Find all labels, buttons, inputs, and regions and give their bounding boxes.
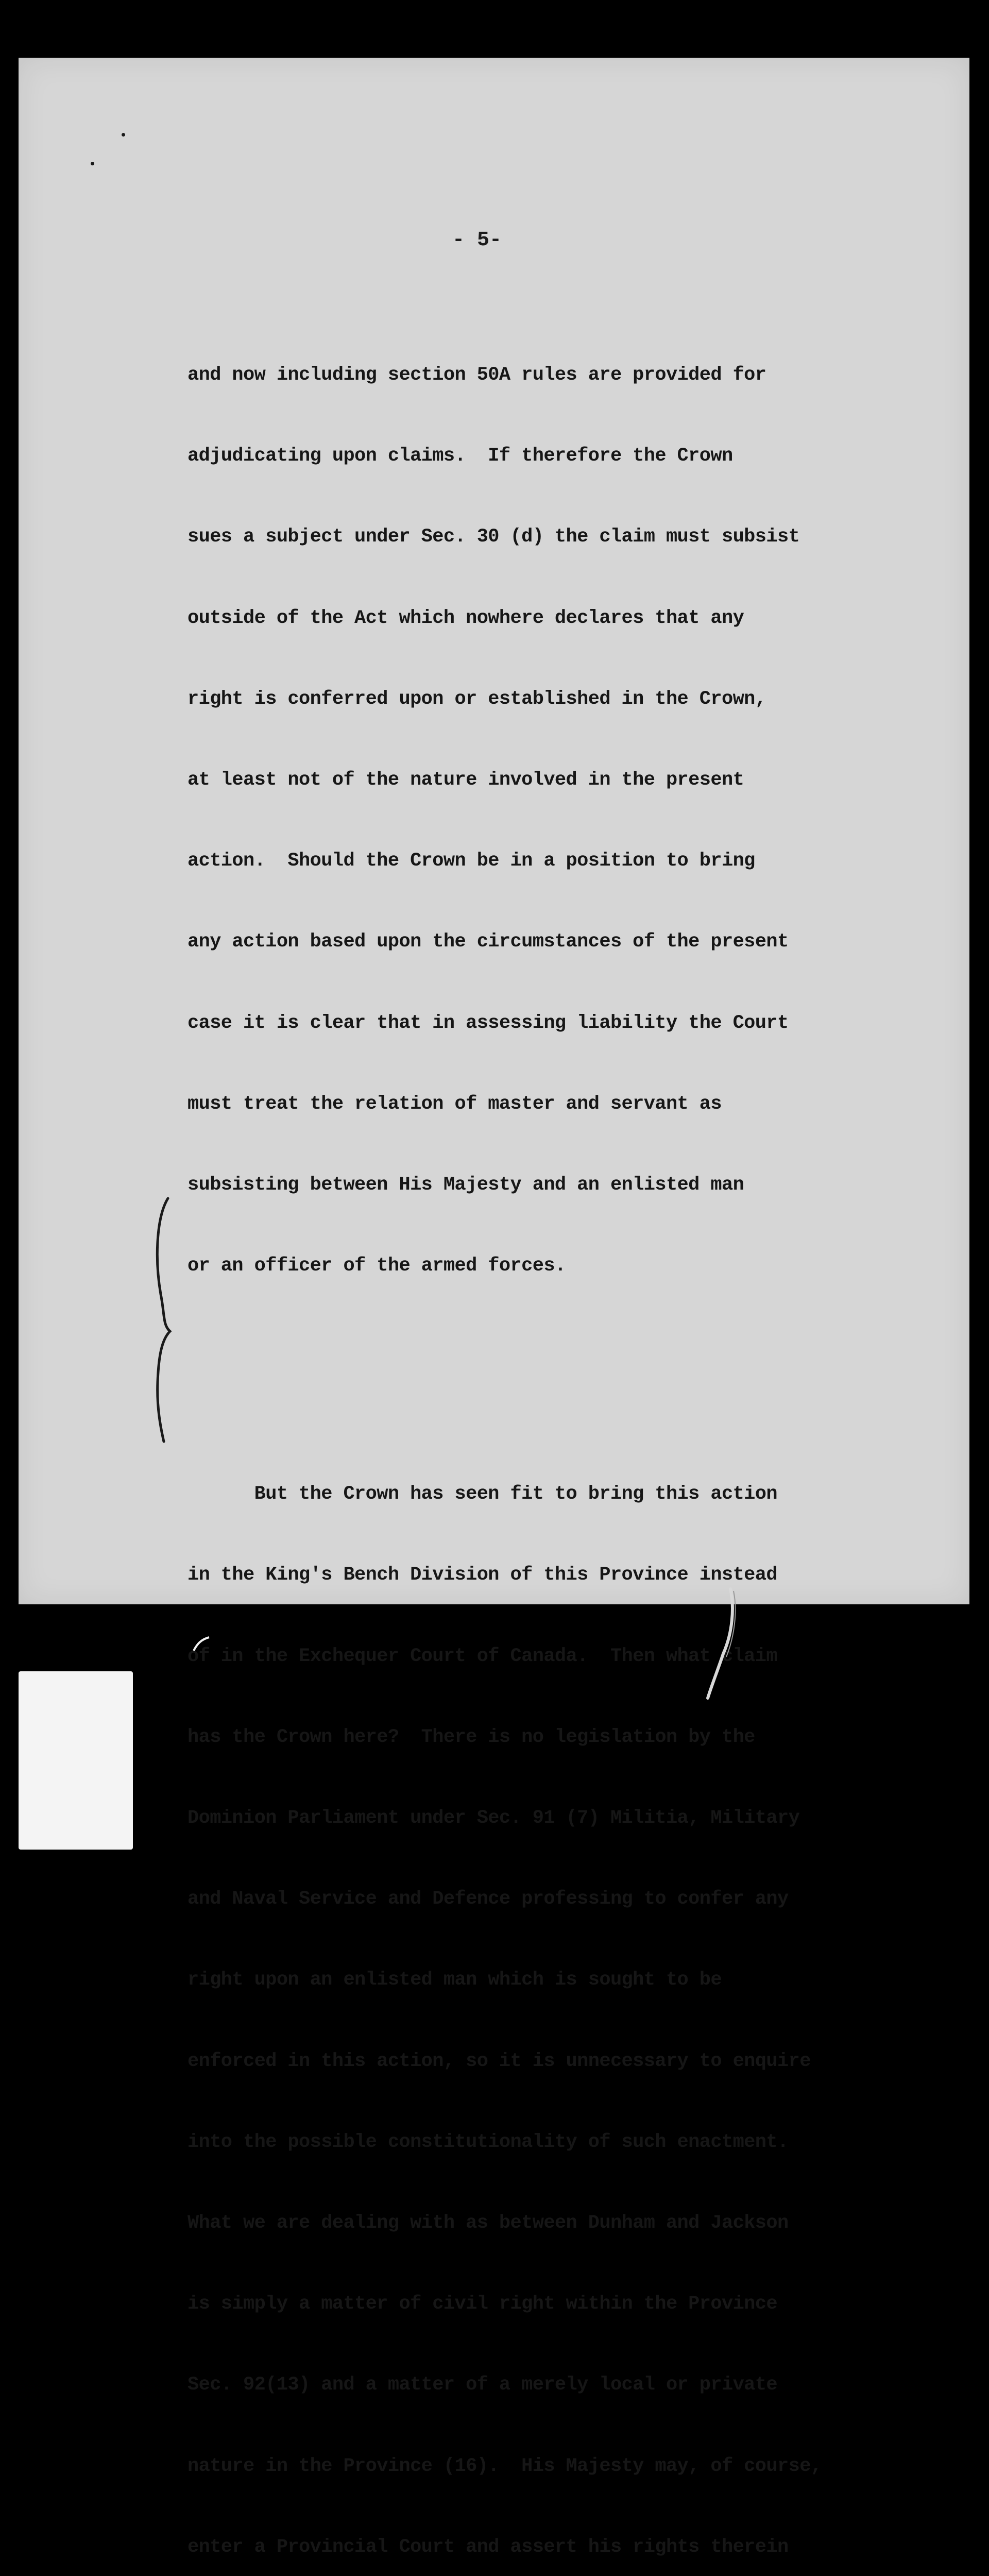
text-line: must treat the relation of master and servant as: [187, 1093, 722, 1115]
paragraph: [187, 313, 867, 1328]
text-line: in the King's Bench Division of this Province instead: [187, 1564, 777, 1586]
page-number: - 5-: [452, 229, 502, 252]
paper-crease: [701, 1587, 742, 1700]
text-line: sues a subject under Sec. 30 (d) the claim must subsist: [187, 526, 800, 548]
text-line: subsisting between His Majesty and an enlisted man: [187, 1174, 744, 1196]
text-line: right upon an enlisted man which is sought to be: [187, 1969, 722, 1991]
text-line: enter a Provincial Court and assert his rights therein: [187, 2536, 789, 2558]
scan-speck: [122, 133, 125, 137]
target-card: [19, 1671, 133, 1850]
scan-speck: [91, 162, 94, 165]
text-line: enforced in this action, so it is unnecessary to enquire: [187, 2050, 811, 2072]
text-line: right is conferred upon or established in the Crown,: [187, 688, 766, 710]
paragraph-spacer: [187, 1371, 867, 1389]
text-line: and now including section 50A rules are provided for: [187, 364, 766, 386]
text-line: any action based upon the circumstances of the present: [187, 931, 789, 953]
text-line: has the Crown here? There is no legislation by the: [187, 1726, 755, 1748]
text-line: outside of the Act which nowhere declares that any: [187, 607, 744, 629]
text-line: Dominion Parliament under Sec. 91 (7) Militia, Military: [187, 1807, 800, 1829]
text-line: at least not of the nature involved in the present: [187, 769, 744, 791]
text-line: into the possible constitutionality of such enactment.: [187, 2131, 789, 2153]
text-line: What we are dealing with as between Dunham and Jackson: [187, 2212, 789, 2234]
text-line: is simply a matter of civil right within the Province: [187, 2293, 777, 2315]
paragraph: [187, 1432, 867, 2576]
text-line: But the Crown has seen fit to bring this action: [187, 1483, 777, 1505]
text-line: or an officer of the armed forces.: [187, 1255, 566, 1277]
text-line: case it is clear that in assessing liability the Court: [187, 1012, 789, 1034]
text-line: Sec. 92(13) and a matter of a merely local or private: [187, 2374, 777, 2396]
text-line: and Naval Service and Defence professing to confer any: [187, 1888, 789, 1910]
text-line: nature in the Province (16). His Majesty may, of course,: [187, 2455, 822, 2477]
paper-edge-mark: [192, 1624, 223, 1655]
document-page: [19, 58, 969, 2558]
text-line: action. Should the Crown be in a position to bring: [187, 850, 755, 872]
text-line: of in the Exchequer Court of Canada. Then what claim: [187, 1645, 777, 1667]
margin-bracket-mark: [147, 1196, 183, 1444]
text-line: adjudicating upon claims. If therefore the Crown: [187, 445, 733, 467]
document-body: [187, 270, 867, 2576]
